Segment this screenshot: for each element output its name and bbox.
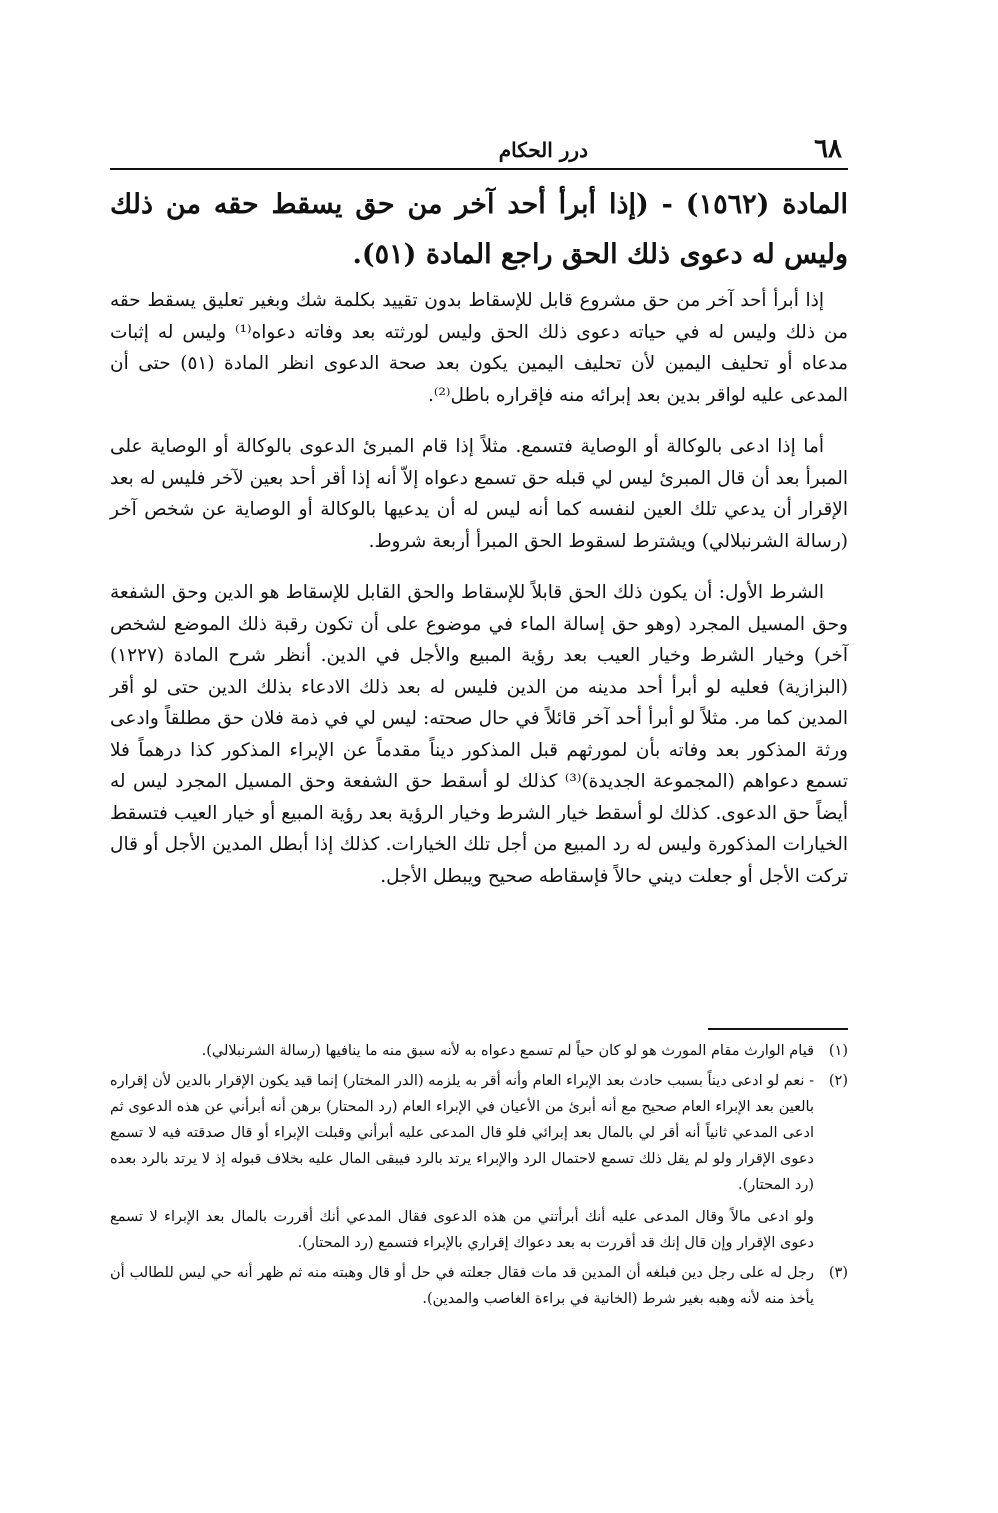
page-number: ٦٨ [814,134,842,164]
footnote-number: (٢) [828,1073,848,1089]
footnote-3 [110,1260,848,1312]
running-title: درر الحكام [498,138,588,162]
footnote-text: رجل له على رجل دين فبلغه أن المدين قد مات فقال جعلته في حل أو قال وهبته منه ثم ظهر أنه حي ليس للطالب أن يأخذ منه لأنه وهبه بغير شرط (الخانية في براءة الغاصب والمدين). [110,1265,814,1307]
body-text [110,285,848,912]
footnote-text: - نعم لو ادعى ديناً بسبب حادث بعد الإبراء العام وأنه أقر به يلزمه (الدر المختار) إنما قيد يكون الإقرار بالدين لأن إقراره بالعين بعد الإبراء العام صحيح مع أنه أبرئ من الأعيان في الإبراء العام (رد المحتار) برهن أنه أبرأني عن هذه الدعوى ثم ادعى المدعي ثانياً أنه أقر لي بالمال بعد إبرائي فلو قال المدعى عليه أبرأني وقبلت الإبراء أو قال صدقته فيه لا تسمع دعوى الإقرار ولو لم يقل ذلك تسمع لاحتمال الرد والإبراء يرتد بالرد فيبقى المال عليه بخلاف قبوله إذ لا يرتد بالرد بعده (رد المحتار). [110,1073,814,1193]
document-page [110,0,848,1513]
footnote-2 [110,1068,848,1198]
footnote-number: (١) [828,1043,848,1059]
paragraph-1: إذا أبرأ أحد آخر من حق مشروع قابل للإسقاط بدون تقييد بكلمة شك وبغير تعليق يسقط حقه من ذلك وليس له في حياته دعوى ذلك الحق وليس لورثته بعد وفاته دعواه⁽¹⁾ وليس له إثبات مدعاه أو تحليف اليمين لأن تحليف اليمين يكون بعد صحة الدعوى انظر المادة (٥١) حتى أن المدعى عليه لواقر بدين بعد إبرائه منه فإقراره باطل⁽²⁾. [110,290,849,406]
footnote-2-continuation: ولو ادعى مالاً وقال المدعى عليه أنك أبرأتني من هذه الدعوى فقال المدعي أنك أقررت بالمال بعد الإبراء لا تسمع دعوى الإقرار وإن قال إنك قد أقررت به بعد دعواك إقراري بالإبراء فتسمع (رد المحتار). [110,1209,814,1251]
paragraph-3: الشرط الأول: أن يكون ذلك الحق قابلاً للإسقاط والحق القابل للإسقاط هو الدين وحق الشفعة وحق المسيل المجرد (وهو حق إسالة الماء في موضوع على أن تكون رقبة ذلك الموضع لشخص آخر) وخيار الشرط وخيار العيب بعد رؤية المبيع والأجل في الدين. أنظر شرح المادة (١٢٢٧) (البزازية) فعليه لو أبرأ أحد مدينه من الدين فليس له بعد ذلك الادعاء بذلك الدين حتى لو أقر المدين كما مر. مثلاً لو أبرأ أحد آخر قائلاً في حال صحته: ليس لي في ذمة فلان حق مطلقاً وادعى ورثة المذكور بعد وفاته بأن لمورثهم قبل المذكور ديناً مقدماً عن الإبراء المذكور كذا درهماً فلا تسمع دعواهم (المجموعة الجديدة)⁽³⁾ كذلك لو أسقط حق الشفعة وحق المسيل المجرد ليس له أيضاً حق الدعوى. كذلك لو أسقط خيار الشرط وخيار الرؤية بعد رؤية المبيع أو خيار العيب فتسقط الخيارات المذكورة وليس له رد المبيع من أجل تلك الخيارات. كذلك إذا أبطل المدين الأجل أو قال تركت الأجل أو جعلت ديني حالاً فإسقاطه صحيح ويبطل الأجل. [110,582,848,887]
footnote-rule [708,1028,848,1030]
article-title: المادة (١٥٦٢) - (إذا أبرأ أحد آخر من حق يسقط حقه من ذلك وليس له دعوى ذلك الحق راجع المادة (٥١). [110,189,848,270]
footnote-number: (٣) [828,1265,848,1281]
footnote-text: قيام الوارث مقام المورث هو لو كان حياً لم تسمع دعواه به لأنه سبق منه ما ينافيها (رسالة الشرنبلالي). [201,1043,814,1059]
paragraph-2: أما إذا ادعى بالوكالة أو الوصاية فتسمع. مثلاً إذا قام المبرئ الدعوى بالوكالة أو الوصاية على المبرأ بعد أن قال المبرئ ليس لي قبله حق تسمع دعواه إلاّ أنه إذا أقر أحد بعين لآخر فليس له بعد الإقرار أن يدعي تلك العين لنفسه كما أنه ليس له أن يدعيها بالوكالة أو الوصاية عن شخص آخر (رسالة الشرنبلالي) ويشترط لسقوط الحق المبرأ أربعة شروط. [110,436,848,552]
footnotes [110,1038,848,1312]
header-rule [110,168,848,170]
page-header [110,135,848,165]
footnote-1 [110,1038,848,1064]
